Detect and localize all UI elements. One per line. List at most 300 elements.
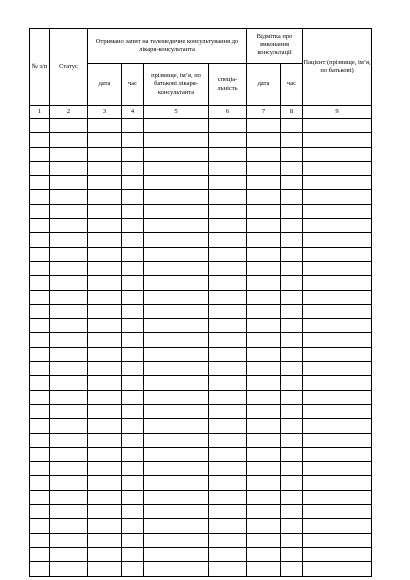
table-cell[interactable] [122,433,144,447]
table-cell[interactable] [50,476,88,490]
table-cell[interactable] [247,547,281,561]
table-cell[interactable] [50,147,88,161]
table-cell[interactable] [50,233,88,247]
table-cell[interactable] [247,390,281,404]
table-cell[interactable] [30,476,50,490]
table-cell[interactable] [303,519,372,533]
table-cell[interactable] [88,505,122,519]
table-cell[interactable] [303,319,372,333]
table-cell[interactable] [50,190,88,204]
table-cell[interactable] [144,276,209,290]
table-cell[interactable] [50,404,88,418]
table-cell[interactable] [122,133,144,147]
table-row [30,476,372,490]
table-cell[interactable] [122,404,144,418]
table-cell[interactable] [30,204,50,218]
table-cell[interactable] [144,519,209,533]
table-cell[interactable] [281,233,303,247]
table-cell[interactable] [122,204,144,218]
table-cell[interactable] [209,190,247,204]
table-cell[interactable] [303,247,372,261]
table-cell[interactable] [122,233,144,247]
table-cell[interactable] [50,247,88,261]
table-cell[interactable] [303,462,372,476]
table-cell[interactable] [209,204,247,218]
table-cell[interactable] [122,304,144,318]
table-cell[interactable] [281,462,303,476]
table-cell[interactable] [281,419,303,433]
table-cell[interactable] [30,276,50,290]
table-cell[interactable] [281,190,303,204]
table-cell[interactable] [30,362,50,376]
table-cell[interactable] [144,505,209,519]
table-cell[interactable] [122,562,144,576]
table-cell[interactable] [247,419,281,433]
table-cell[interactable] [303,190,372,204]
table-cell[interactable] [88,533,122,547]
table-cell[interactable] [88,347,122,361]
table-cell[interactable] [50,390,88,404]
table-cell[interactable] [88,490,122,504]
table-cell[interactable] [144,247,209,261]
table-cell[interactable] [88,419,122,433]
table-cell[interactable] [144,547,209,561]
table-cell[interactable] [88,233,122,247]
table-cell[interactable] [303,447,372,461]
table-cell[interactable] [209,304,247,318]
table-cell[interactable] [247,533,281,547]
table-cell[interactable] [247,190,281,204]
table-cell[interactable] [281,362,303,376]
table-cell[interactable] [144,176,209,190]
table-cell[interactable] [30,161,50,175]
table-cell[interactable] [144,190,209,204]
table-cell[interactable] [144,390,209,404]
table-cell[interactable] [209,447,247,461]
table-cell[interactable] [30,190,50,204]
table-cell[interactable] [50,419,88,433]
table-cell[interactable] [122,333,144,347]
table-cell[interactable] [50,519,88,533]
table-cell[interactable] [247,404,281,418]
table-cell[interactable] [88,362,122,376]
table-cell[interactable] [88,319,122,333]
table-cell[interactable] [209,261,247,275]
table-cell[interactable] [50,362,88,376]
table-cell[interactable] [50,447,88,461]
table-cell[interactable] [209,347,247,361]
table-cell[interactable] [247,147,281,161]
table-cell[interactable] [122,519,144,533]
table-cell[interactable] [144,404,209,418]
table-cell[interactable] [30,447,50,461]
table-cell[interactable] [144,462,209,476]
table-cell[interactable] [281,304,303,318]
table-cell[interactable] [144,347,209,361]
table-cell[interactable] [247,362,281,376]
table-cell[interactable] [30,304,50,318]
table-cell[interactable] [30,233,50,247]
table-cell[interactable] [122,176,144,190]
table-cell[interactable] [30,533,50,547]
table-cell[interactable] [209,476,247,490]
table-cell[interactable] [303,161,372,175]
table-cell[interactable] [30,419,50,433]
table-cell[interactable] [303,204,372,218]
table-cell[interactable] [281,147,303,161]
table-cell[interactable] [122,247,144,261]
table-cell[interactable] [247,204,281,218]
table-cell[interactable] [303,562,372,576]
table-cell[interactable] [281,519,303,533]
table-cell[interactable] [122,147,144,161]
table-cell[interactable] [122,290,144,304]
table-cell[interactable] [122,476,144,490]
table-cell[interactable] [122,462,144,476]
table-cell[interactable] [281,276,303,290]
table-cell[interactable] [122,490,144,504]
table-cell[interactable] [122,347,144,361]
table-cell[interactable] [209,505,247,519]
table-cell[interactable] [303,119,372,133]
table-cell[interactable] [247,319,281,333]
table-cell[interactable] [50,319,88,333]
table-cell[interactable] [303,219,372,233]
table-cell[interactable] [122,161,144,175]
header-done-group: Відмітка про виконання консультації [247,29,303,64]
table-cell[interactable] [247,176,281,190]
table-cell[interactable] [281,490,303,504]
table-cell[interactable] [88,562,122,576]
table-cell[interactable] [144,133,209,147]
table-cell[interactable] [88,462,122,476]
table-cell[interactable] [30,347,50,361]
table-cell[interactable] [30,119,50,133]
table-cell[interactable] [144,476,209,490]
table-cell[interactable] [209,119,247,133]
table-cell[interactable] [247,161,281,175]
table-cell[interactable] [209,547,247,561]
table-cell[interactable] [144,419,209,433]
table-cell[interactable] [144,147,209,161]
table-cell[interactable] [209,362,247,376]
table-cell[interactable] [30,290,50,304]
table-cell[interactable] [303,490,372,504]
table-cell[interactable] [122,533,144,547]
table-cell[interactable] [281,333,303,347]
table-cell[interactable] [281,176,303,190]
table-cell[interactable] [247,276,281,290]
table-cell[interactable] [303,176,372,190]
table-cell[interactable] [144,490,209,504]
table-cell[interactable] [281,476,303,490]
table-cell[interactable] [122,219,144,233]
table-cell[interactable] [88,261,122,275]
table-cell[interactable] [303,433,372,447]
table-cell[interactable] [30,147,50,161]
table-cell[interactable] [303,147,372,161]
header-specialty: спеціа-льність [209,64,247,106]
table-cell[interactable] [247,233,281,247]
table-cell[interactable] [247,376,281,390]
table-row [30,433,372,447]
table-cell[interactable] [88,147,122,161]
table-cell[interactable] [88,433,122,447]
table-cell[interactable] [50,219,88,233]
table-row [30,519,372,533]
table-cell[interactable] [88,290,122,304]
table-cell[interactable] [281,404,303,418]
table-cell[interactable] [122,276,144,290]
table-cell[interactable] [303,233,372,247]
table-cell[interactable] [209,562,247,576]
table-cell[interactable] [144,433,209,447]
table-cell[interactable] [281,533,303,547]
table-cell[interactable] [247,119,281,133]
table-cell[interactable] [30,490,50,504]
table-cell[interactable] [209,533,247,547]
table-cell[interactable] [303,547,372,561]
table-cell[interactable] [209,462,247,476]
table-cell[interactable] [88,447,122,461]
table-cell[interactable] [303,533,372,547]
table-cell[interactable] [303,476,372,490]
table-cell[interactable] [30,505,50,519]
table-cell[interactable] [30,404,50,418]
table-cell[interactable] [88,119,122,133]
table-cell[interactable] [144,447,209,461]
table-cell[interactable] [209,419,247,433]
table-cell[interactable] [30,376,50,390]
table-cell[interactable] [247,219,281,233]
table-cell[interactable] [30,562,50,576]
table-cell[interactable] [50,276,88,290]
table-cell[interactable] [247,433,281,447]
table-cell[interactable] [50,119,88,133]
table-cell[interactable] [122,190,144,204]
table-cell[interactable] [303,347,372,361]
table-cell[interactable] [88,519,122,533]
table-cell[interactable] [144,204,209,218]
table-cell[interactable] [144,533,209,547]
table-cell[interactable] [50,533,88,547]
table-cell[interactable] [281,505,303,519]
table-cell[interactable] [30,519,50,533]
table-cell[interactable] [50,462,88,476]
table-cell[interactable] [30,133,50,147]
table-cell[interactable] [144,161,209,175]
table-cell[interactable] [50,547,88,561]
table-cell[interactable] [209,233,247,247]
table-cell[interactable] [88,333,122,347]
table-cell[interactable] [144,233,209,247]
table-cell[interactable] [88,404,122,418]
table-cell[interactable] [247,304,281,318]
table-cell[interactable] [281,161,303,175]
table-cell[interactable] [30,261,50,275]
table-cell[interactable] [88,161,122,175]
table-cell[interactable] [281,247,303,261]
table-cell[interactable] [122,376,144,390]
table-cell[interactable] [50,562,88,576]
table-row [30,204,372,218]
table-cell[interactable] [50,333,88,347]
table-cell[interactable] [303,333,372,347]
table-cell[interactable] [122,419,144,433]
table-cell[interactable] [281,261,303,275]
table-cell[interactable] [281,547,303,561]
table-cell[interactable] [247,333,281,347]
table-cell[interactable] [247,476,281,490]
table-cell[interactable] [209,290,247,304]
table-cell[interactable] [247,261,281,275]
table-cell[interactable] [144,119,209,133]
table-cell[interactable] [144,319,209,333]
table-cell[interactable] [30,219,50,233]
column-number-row [30,106,372,119]
table-cell[interactable] [281,447,303,461]
table-cell[interactable] [88,476,122,490]
table-cell[interactable] [122,261,144,275]
table-cell[interactable] [122,362,144,376]
table-cell[interactable] [209,490,247,504]
table-cell[interactable] [50,176,88,190]
table-cell[interactable] [88,247,122,261]
table-cell[interactable] [303,304,372,318]
table-cell[interactable] [209,176,247,190]
table-cell[interactable] [122,119,144,133]
table-cell[interactable] [144,333,209,347]
table-cell[interactable] [303,133,372,147]
table-cell[interactable] [144,290,209,304]
table-row [30,190,372,204]
table-cell[interactable] [144,376,209,390]
table-cell[interactable] [281,562,303,576]
table-cell[interactable] [50,376,88,390]
table-cell[interactable] [50,304,88,318]
table-cell[interactable] [247,519,281,533]
table-cell[interactable] [144,304,209,318]
table-cell[interactable] [30,319,50,333]
table-cell[interactable] [303,505,372,519]
table-cell[interactable] [30,433,50,447]
table-cell[interactable] [281,433,303,447]
table-cell[interactable] [144,362,209,376]
table-cell[interactable] [88,547,122,561]
table-cell[interactable] [88,176,122,190]
table-cell[interactable] [281,319,303,333]
table-cell[interactable] [144,261,209,275]
table-cell[interactable] [209,247,247,261]
table-cell[interactable] [144,562,209,576]
table-cell[interactable] [122,505,144,519]
table-cell[interactable] [281,204,303,218]
table-cell[interactable] [50,261,88,275]
table-cell[interactable] [88,204,122,218]
table-cell[interactable] [247,247,281,261]
table-cell[interactable] [303,390,372,404]
table-cell[interactable] [247,490,281,504]
table-cell[interactable] [247,447,281,461]
table-cell[interactable] [209,433,247,447]
table-cell[interactable] [30,333,50,347]
table-cell[interactable] [281,133,303,147]
table-cell[interactable] [209,133,247,147]
table-cell[interactable] [209,147,247,161]
table-cell[interactable] [247,290,281,304]
table-row [30,333,372,347]
table-cell[interactable] [30,247,50,261]
table-cell[interactable] [88,376,122,390]
table-cell[interactable] [88,219,122,233]
table-cell[interactable] [209,390,247,404]
table-cell[interactable] [303,419,372,433]
table-cell[interactable] [281,219,303,233]
table-cell[interactable] [50,347,88,361]
table-cell[interactable] [209,219,247,233]
table-cell[interactable] [122,447,144,461]
table-cell[interactable] [50,433,88,447]
table-cell[interactable] [303,362,372,376]
table-row [30,505,372,519]
table-cell[interactable] [303,261,372,275]
table-cell[interactable] [303,376,372,390]
table-cell[interactable] [281,390,303,404]
table-cell[interactable] [88,190,122,204]
table-cell[interactable] [209,376,247,390]
table-cell[interactable] [30,547,50,561]
table-cell[interactable] [247,562,281,576]
table-cell[interactable] [50,133,88,147]
table-cell[interactable] [209,333,247,347]
table-cell[interactable] [247,347,281,361]
table-cell[interactable] [122,547,144,561]
table-cell[interactable] [50,505,88,519]
table-cell[interactable] [247,505,281,519]
table-cell[interactable] [88,304,122,318]
table-cell[interactable] [303,290,372,304]
table-cell[interactable] [50,290,88,304]
table-cell[interactable] [88,390,122,404]
table-cell[interactable] [122,319,144,333]
table-cell[interactable] [144,219,209,233]
table-cell[interactable] [247,462,281,476]
table-cell[interactable] [281,347,303,361]
table-cell[interactable] [209,161,247,175]
table-cell[interactable] [209,519,247,533]
table-cell[interactable] [50,161,88,175]
table-cell[interactable] [30,390,50,404]
table-cell[interactable] [50,490,88,504]
table-cell[interactable] [209,319,247,333]
table-cell[interactable] [281,376,303,390]
table-cell[interactable] [303,276,372,290]
table-cell[interactable] [303,404,372,418]
table-cell[interactable] [281,290,303,304]
table-row [30,390,372,404]
table-row [30,147,372,161]
table-cell[interactable] [247,133,281,147]
table-cell[interactable] [122,390,144,404]
table-cell[interactable] [281,119,303,133]
table-cell[interactable] [30,176,50,190]
table-cell[interactable] [209,404,247,418]
table-cell[interactable] [209,276,247,290]
table-cell[interactable] [88,276,122,290]
table-cell[interactable] [50,204,88,218]
table-cell[interactable] [30,462,50,476]
table-cell[interactable] [88,133,122,147]
